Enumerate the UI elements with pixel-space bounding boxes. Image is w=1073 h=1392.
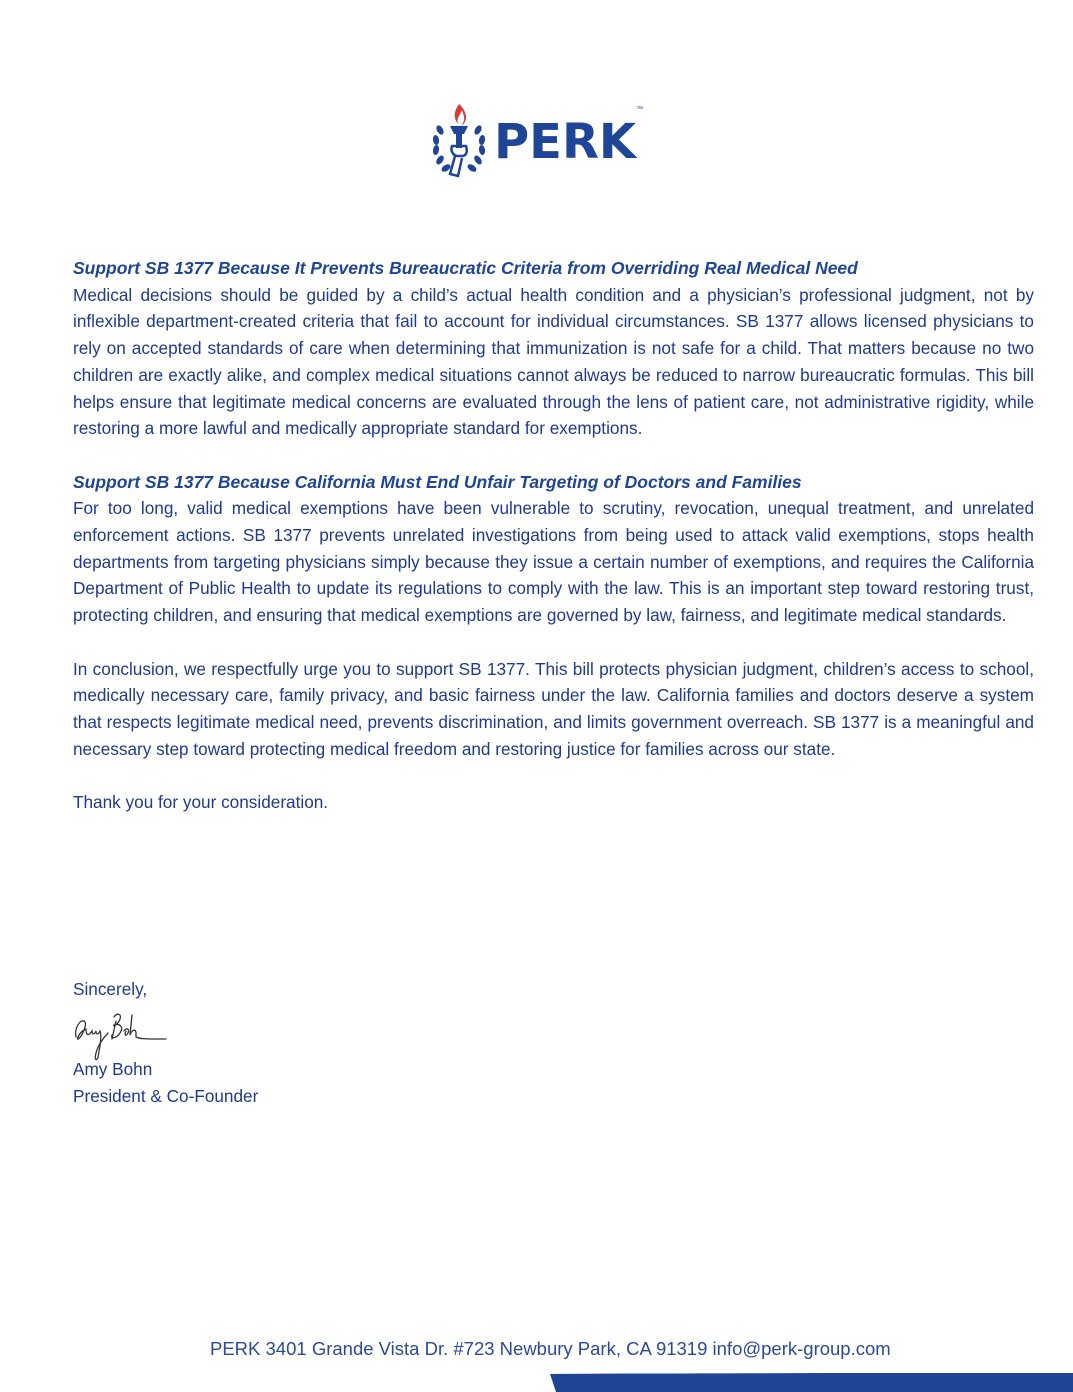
brand-logo [428,100,643,184]
thanks-line: Thank you for your consideration. [73,792,329,813]
signer-block [73,1056,258,1109]
conclusion-paragraph: In conclusion, we respectfully urge you to support SB 1377. This bill protects physician judgment, children’s access to school, medically necessary care, family privacy, and basic fairness under the law. California families and doctors deserve a system that respects legitimate medical need, prevents discrimination, and limits government overreach. SB 1377 is a meaningful and necessary step toward protecting medical freedom and restoring justice for families across our state. [73,658,1034,759]
section-heading-2: Support SB 1377 Because California Must End Unfair Targeting of Doctors and Families [73,471,802,492]
letter-body [73,255,1034,816]
section-body-1: Medical decisions should be guided by a child’s actual health condition and a physician’s professional judgment, not by inflexible department-created criteria that fail to account for individual circumstances. SB 1377 allows licensed physicians to rely on accepted standards of care when determining that immunization is not safe for a child. That matters because no two children are exactly alike, and complex medical situations cannot always be reduced to narrow bureaucratic formulas. This bill helps ensure that legitimate medical concerns are evaluated through the lens of patient care, not administrative rigidity, while restoring a more lawful and medically appropriate standard for exemptions. [73,284,1034,439]
section-heading-1: Support SB 1377 Because It Prevents Bureaucratic Criteria from Overriding Real Medical Need [73,258,858,278]
footer-accent-bar [550,1373,1073,1392]
section-body-2: For too long, valid medical exemptions have been vulnerable to scrutiny, revocation, unequal treatment, and unrelated enforcement actions. SB 1377 prevents unrelated investigations from being used to attack valid exemptions, stops health departments from targeting physicians simply because they issue a certain number of exemptions, and requires the California Department of Public Health to update its regulations to comply with the law. This is an important step toward restoring trust, protecting children, and ensuring that medical exemptions are governed by law, fairness, and legitimate medical standards. [73,498,1034,626]
brand-name: PERK [494,114,637,170]
signer-title: President & Co-Founder [73,1085,259,1106]
closing: Sincerely, [73,979,148,999]
signer-name: Amy Bohn [73,1059,153,1079]
torch-laurel-icon [428,100,490,184]
footer-address: PERK 3401 Grande Vista Dr. #723 Newbury Park, CA 91319 info@perk-group.com [210,1338,891,1359]
trademark-mark: ™ [636,106,644,113]
